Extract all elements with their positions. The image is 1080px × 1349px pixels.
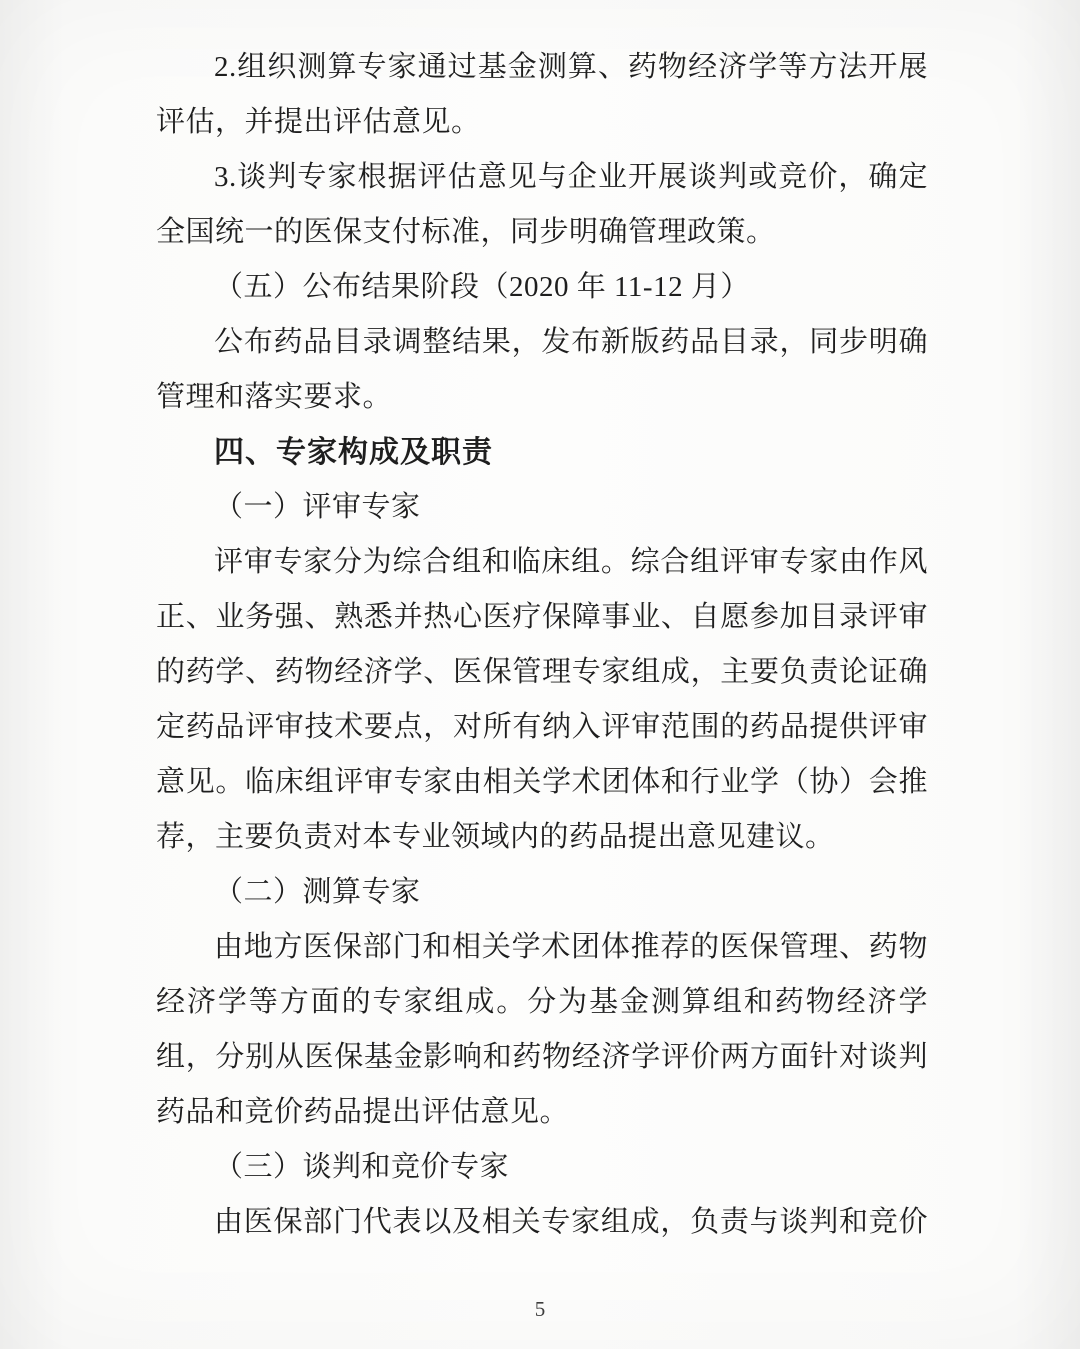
document-body	[156, 40, 928, 1250]
text-line: 四、专家构成及职责	[214, 436, 493, 469]
text-line: （三）谈判和竞价专家	[214, 1151, 510, 1183]
text-line: 组，分别从医保基金影响和药物经济学评价两方面针对谈判	[156, 1041, 928, 1073]
text-line: 药品和竞价药品提出评估意见。	[156, 1096, 570, 1128]
text-line: （二）测算专家	[214, 876, 421, 908]
text-line: 2.组织测算专家通过基金测算、药物经济学等方法开展	[214, 51, 928, 83]
text-line: 定药品评审技术要点，对所有纳入评审范围的药品提供评审	[156, 711, 928, 743]
text-line: 评估，并提出评估意见。	[156, 106, 481, 138]
text-line: 的药学、药物经济学、医保管理专家组成，主要负责论证确	[156, 656, 928, 688]
text-line: 经济学等方面的专家组成。分为基金测算组和药物经济学	[156, 986, 928, 1018]
text-line: 全国统一的医保支付标准，同步明确管理政策。	[156, 216, 776, 248]
text-line: 意见。临床组评审专家由相关学术团体和行业学（协）会推	[156, 766, 928, 798]
text-line: 正、业务强、熟悉并热心医疗保障事业、自愿参加目录评审	[156, 601, 928, 633]
text-line: 评审专家分为综合组和临床组。综合组评审专家由作风	[214, 546, 928, 578]
page-number: 5	[534, 1297, 546, 1321]
text-line: 由医保部门代表以及相关专家组成，负责与谈判和竞价	[214, 1206, 928, 1238]
text-line: 由地方医保部门和相关学术团体推荐的医保管理、药物	[214, 931, 928, 963]
text-line: 管理和落实要求。	[156, 381, 393, 413]
text-line: （一）评审专家	[214, 491, 421, 523]
text-line: 荐，主要负责对本专业领域内的药品提出意见建议。	[156, 821, 835, 853]
text-line: 公布药品目录调整结果，发布新版药品目录，同步明确	[214, 326, 928, 358]
text-line: （五）公布结果阶段（2020 年 11-12 月）	[214, 271, 750, 303]
text-line: 3.谈判专家根据评估意见与企业开展谈判或竞价，确定	[214, 161, 928, 193]
